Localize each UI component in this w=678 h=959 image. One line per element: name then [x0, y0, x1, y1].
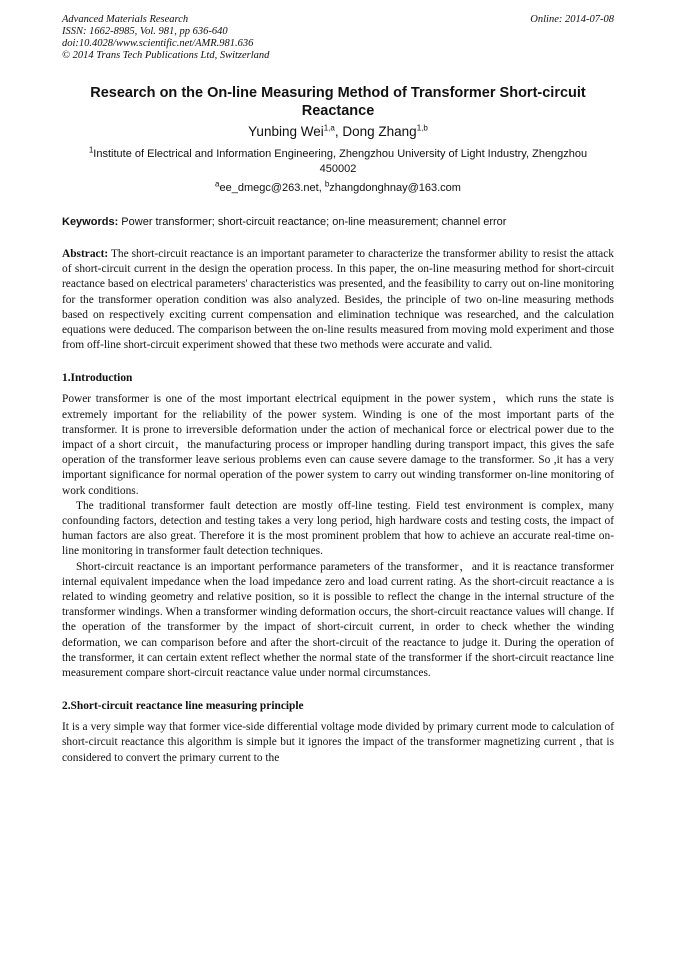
abstract-label: Abstract: [62, 248, 109, 260]
keywords [62, 216, 614, 228]
journal-header [62, 14, 614, 62]
online-date: Online: 2014-07-08 [530, 14, 614, 25]
abstract-text: The short-circuit reactance is an important parameter to characterize the transformer ability to resist the attack of short-circuit current in the design the operation process. In this paper, the on-line measuring method for short-circuit reactance based on electrical parameters' characteristics was presented, and the feasibility to carry out on-line monitoring for the transformer operation condition was also analyzed. Besides, the principle of two on-line measuring methods based on respectively exciting current compensation and elimination technique was researched, and the calculation equations were deduced. The comparison between the on-line results measured from moving mold experiment and those from off-line short-circuit experiment showed that these two methods were accurate and valid. [62, 248, 614, 352]
paragraph: Short-circuit reactance is an important performance parameters of the transformer，and it is reactance transformer internal equivalent impedance when the load impedance zero and load current rating. As the short-circuit reactance a is related to winding geometry and relative position, so it is possible to reflect the change in the internal structure of the transformer windings. When a transformer winding deformation occurs, the short-circuit reactance values will change. If the operation of the transformer by the impact of short-circuit current, in order to check whether the winding deformation, we can comparison before and after the short-circuit of the reactance to judge it. During the operation of the transformer, it can certain extent reflect whether the normal state of the transformer if the short-circuit reactance line measurement compare short-circuit reactance value under normal circumstances. [62, 560, 614, 680]
paragraph: It is a very simple way that former vice-side differential voltage mode divided by primary current mode to calculation of short-circuit reactance this algorithm is simple but it ignores the impact of the transformer magnetizing current , that is considered to convert the primary current to the [62, 721, 614, 764]
paragraph: Power transformer is one of the most important electrical equipment in the power system，which runs the state is extremely important for the reliability of the power system. Winding is one of the most important parts of the transformer. It is prone to irreversible deformation under the action of mechanical force or electrical power due to the impact of a short circuit，the manufacturing process or improper handling during transport impact, this gives the safe operation of the transformer leave serious problems even can cause severe damage to the transformer. So ,it has a very important significance for normal operation of the power system to carry out winding transformer on-line monitoring of work conditions. [62, 393, 614, 497]
section-heading: 1.Introduction [62, 372, 133, 385]
email-line [62, 179, 614, 194]
section-heading: 2.Short-circuit reactance line measuring principle [62, 700, 304, 713]
email-link: ee_dmegc@263.net, [219, 182, 325, 194]
email-superscript: b [324, 179, 330, 189]
email-superscript: a [215, 179, 220, 189]
paper-page [62, 14, 614, 766]
keywords-text: Power transformer; short-circuit reactance; on-line measurement; channel error [118, 216, 507, 228]
keywords-label: Keywords: [62, 216, 119, 228]
author-name: Yunbing Wei [248, 124, 324, 139]
issn-line: ISSN: 1662-8985, Vol. 981, pp 636-640 [62, 26, 228, 37]
email-link: zhangdonghnay@163.com [329, 182, 461, 194]
affiliation-text: Institute of Electrical and Information Engineering, Zhengzhou University of Light Industry, Zhengzhou 450002 [93, 148, 588, 175]
copyright-line: © 2014 Trans Tech Publications Ltd, Switzerland [62, 50, 270, 61]
author-name: Dong Zhang [342, 124, 417, 139]
paper-title: Research on the On-line Measuring Method of Transformer Short-circuit Reactance [90, 85, 586, 119]
affiliation [62, 147, 614, 176]
author-separator: , [334, 124, 343, 139]
abstract [62, 247, 614, 353]
author-superscript: 1,b [416, 123, 428, 133]
author-superscript: 1,a [323, 123, 335, 133]
paragraph: The traditional transformer fault detection are mostly off-line testing. Field test environment is complex, many confounding factors, detection and testing takes a very long period, high hardware costs and testing costs, the impact of human factors are also great. Therefore it is the most prominent problem that how to achieve an accurate real-time on-line monitoring in transformer fault detection techniques. [62, 499, 614, 558]
journal-name: Advanced Materials Research [62, 14, 189, 25]
affiliation-superscript: 1 [88, 145, 94, 155]
author-line [62, 124, 614, 139]
doi-line: doi:10.4028/www.scientific.net/AMR.981.636 [62, 38, 254, 49]
